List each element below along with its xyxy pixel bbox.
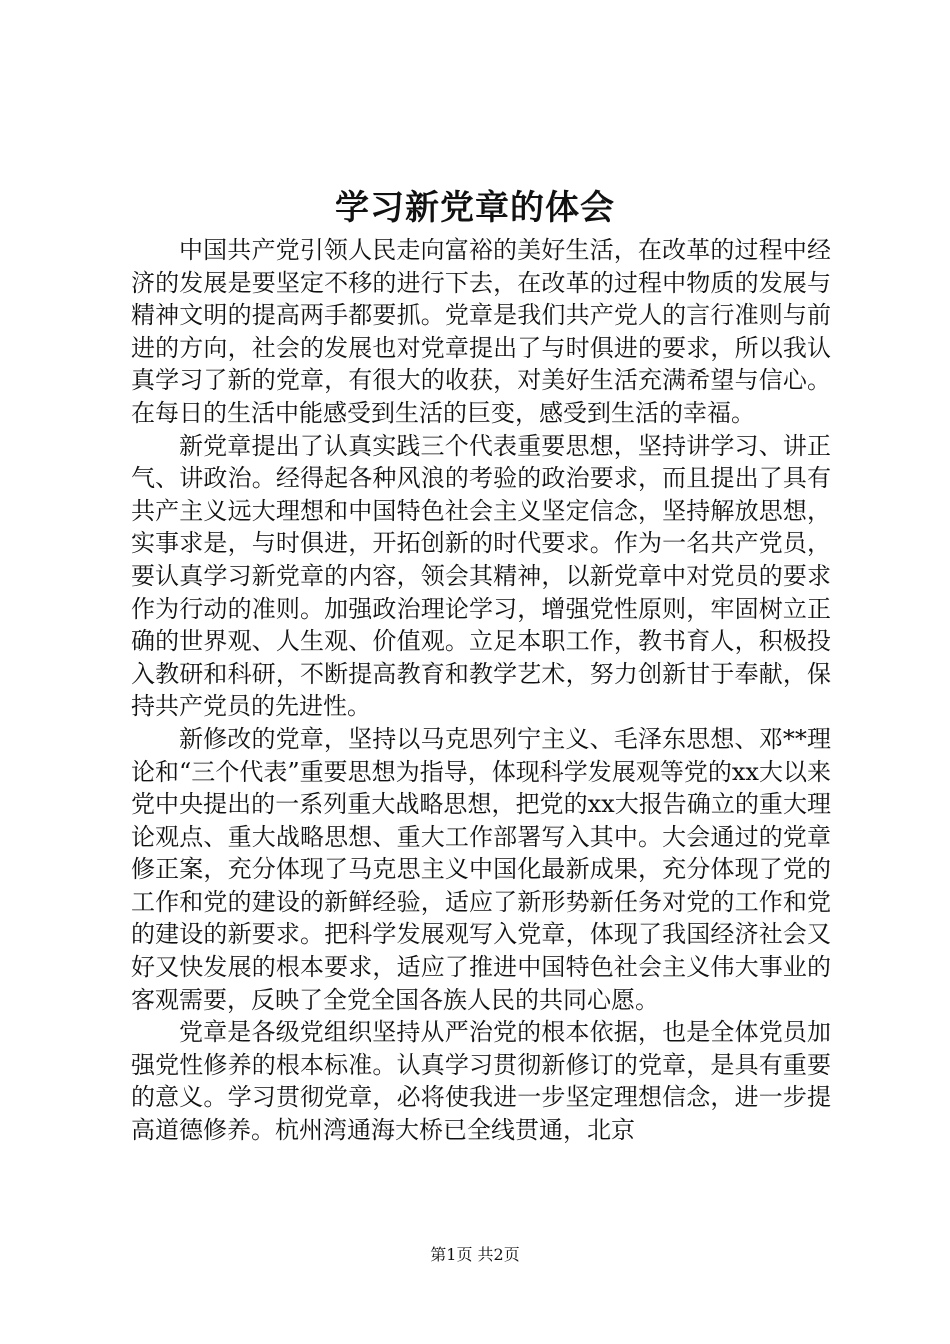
body-paragraph-1: 中国共产党引领人民走向富裕的美好生活，在改革的过程中经济的发展是要坚定不移的进行下去，在改革的过程中物质的发展与精神文明的提高两手都要抓。党章是我们共产党人的言行准则与前进的方向，社会的发展也对党章提出了与时俱进的要求，所以我认真学习了新的党章，有很大的收获，对美好生活充满希望与信心。在每日的生活中能感受到生活的巨变，感受到生活的幸福。 [131,236,831,427]
body-paragraph-2: 新党章提出了认真实践三个代表重要思想，坚持讲学习、讲正气、讲政治。经得起各种风浪的考验的政治要求，而且提出了具有共产主义远大理想和中国特色社会主义坚定信念，坚持解放思想，实事求是，与时俱进，开拓创新的时代要求。作为一名共产党员，要认真学习新党章的内容，领会其精神，以新党章中对党员的要求作为行动的准则。加强政治理论学习，增强党性原则，牢固树立正确的世界观、人生观、价值观。立足本职工作，教书育人，积极投入教研和科研，不断提高教育和教学艺术，努力创新甘于奉献，保持共产党员的先进性。 [131,431,831,721]
page-number-footer: 第1页 共2页 [430,1245,520,1264]
body-paragraph-4: 党章是各级党组织坚持从严治党的根本依据，也是全体党员加强党性修养的根本标准。认真学习贯彻新修订的党章，是具有重要的意义。学习贯彻党章，必将使我进一步坚定理想信念，进一步提高道德修养。杭州湾通海大桥已全线贯通，北京 [131,1018,831,1145]
document-body [131,234,831,1147]
document-title: 学习新党章的体会 [335,188,615,228]
body-paragraph-3: 新修改的党章，坚持以马克思列宁主义、毛泽东思想、邓**理论和“三个代表”重要思想为指导，体现科学发展观等党的xx大以来党中央提出的一系列重大战略思想，把党的xx大报告确立的重大理论观点、重大战略思想、重大工作部署写入其中。大会通过的党章修正案，充分体现了马克思主义中国化最新成果，充分体现了党的工作和党的建设的新鲜经验，适应了新形势新任务对党的工作和党的建设的新要求。把科学发展观写入党章，体现了我国经济社会又好又快发展的根本要求，适应了推进中国特色社会主义伟大事业的客观需要，反映了全党全国各族人民的共同心愿。 [131,724,831,1014]
